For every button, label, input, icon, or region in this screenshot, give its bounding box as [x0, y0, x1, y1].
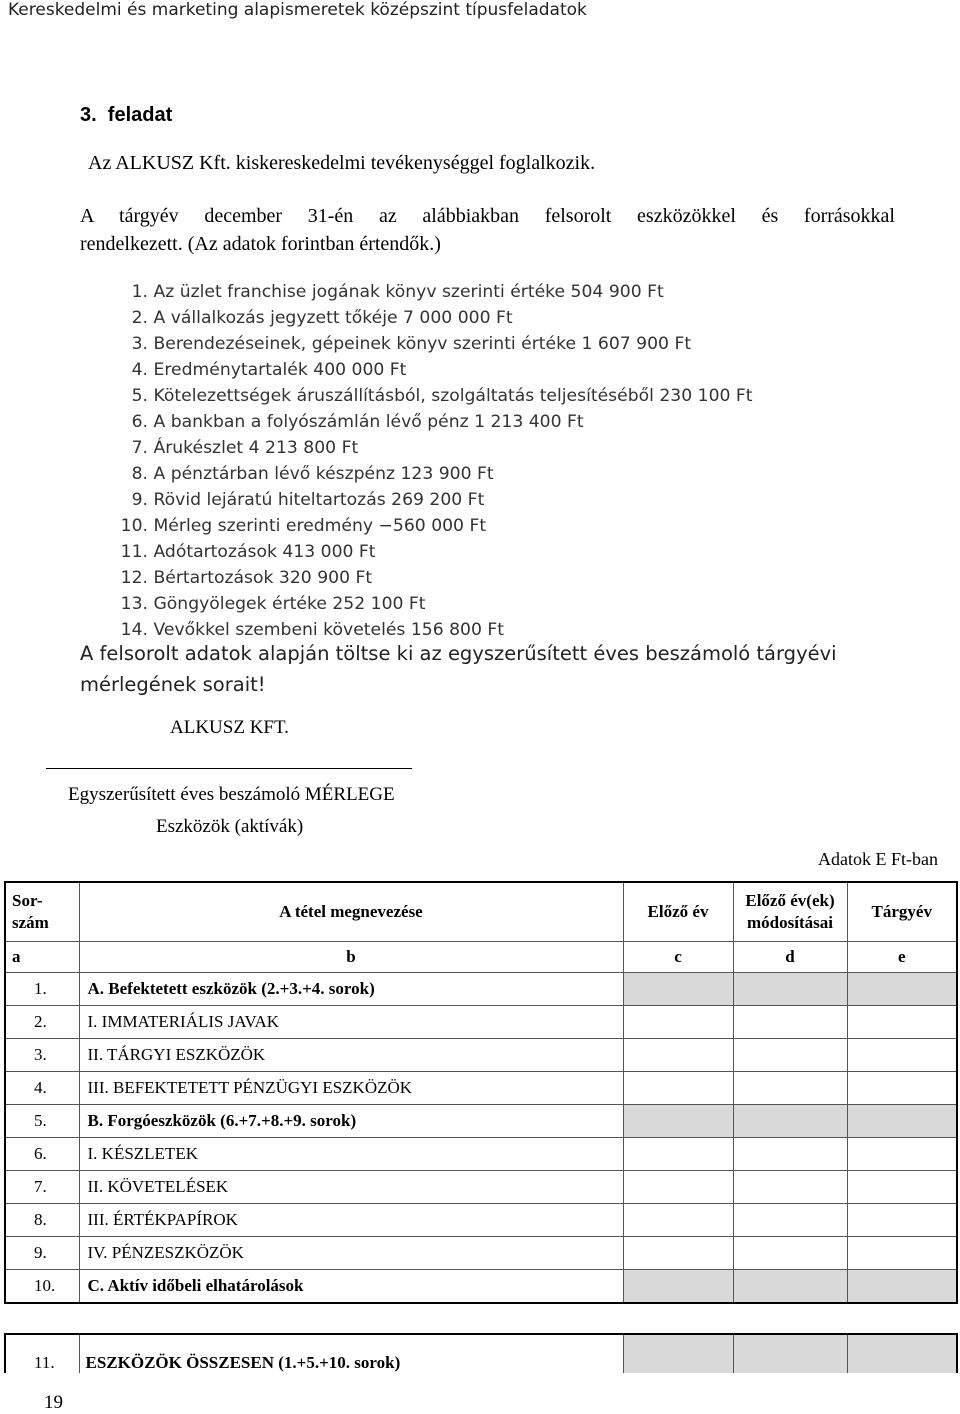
table-row: 8. III. ÉRTÉKPAPÍROK [5, 1204, 957, 1237]
cell-modifications[interactable] [733, 1171, 847, 1204]
cell-modifications[interactable] [733, 1237, 847, 1270]
table-row: 2. I. IMMATERIÁLIS JAVAK [5, 1006, 957, 1039]
cell-previous-year[interactable] [623, 1270, 733, 1304]
cell-current-year[interactable] [847, 1270, 957, 1304]
divider-line [46, 768, 412, 769]
cell-current-year[interactable] [847, 973, 957, 1006]
total-row-label: ESZKÖZÖK ÖSSZESEN (1.+5.+10. sorok) [79, 1334, 623, 1373]
list-item: 5. Kötelezettségek áruszállításból, szolgáltatás teljesítéséből 230 100 Ft [131, 386, 753, 406]
cell-current-year[interactable] [847, 1334, 957, 1373]
list-item: 10. Mérleg szerinti eredmény −560 000 Ft [120, 516, 487, 536]
list-item: 2. A vállalkozás jegyzett tőkéje 7 000 000 Ft [131, 308, 513, 328]
cell-modifications[interactable] [733, 1270, 847, 1304]
cell-modifications[interactable] [733, 1105, 847, 1138]
cell-previous-year[interactable] [623, 1105, 733, 1138]
list-item: 1. Az üzlet franchise jogának könyv szerinti értéke 504 900 Ft [131, 282, 664, 302]
company-name: ALKUSZ KFT. [170, 717, 289, 738]
cell-previous-year[interactable] [623, 1006, 733, 1039]
list-item: 13. Göngyölegek értéke 252 100 Ft [120, 594, 426, 614]
cell-current-year[interactable] [847, 1072, 957, 1105]
intro-line-1: Az ALKUSZ Kft. kiskereskedelmi tevékenységgel foglalkozik. [88, 152, 596, 174]
list-item: 9. Rövid lejáratú hiteltartozás 269 200 Ft [131, 490, 485, 510]
cell-modifications[interactable] [733, 1334, 847, 1373]
asset-source-list [80, 279, 753, 643]
balance-sheet-table [4, 881, 958, 1304]
cell-modifications[interactable] [733, 1006, 847, 1039]
table-row: 7. II. KÖVETELÉSEK [5, 1171, 957, 1204]
cell-previous-year[interactable] [623, 1237, 733, 1270]
task-instruction: A felsorolt adatok alapján töltse ki az egyszerűsített éves beszámoló tárgyévi mérlegének sorait! [80, 642, 837, 696]
task-title: 3. feladat [80, 104, 173, 126]
table-row: 1. A. Befektetett eszközök (2.+3.+4. sorok) [5, 973, 957, 1006]
cell-previous-year[interactable] [623, 1039, 733, 1072]
cell-modifications[interactable] [733, 1138, 847, 1171]
cell-previous-year[interactable] [623, 1334, 733, 1373]
header-sorszam: Sor- szám [5, 882, 79, 942]
cell-previous-year[interactable] [623, 1204, 733, 1237]
balance-sheet-title: Egyszerűsített éves beszámoló MÉRLEGE [68, 784, 395, 805]
column-letter: d [733, 942, 847, 973]
cell-previous-year[interactable] [623, 973, 733, 1006]
column-letter-row [5, 942, 957, 973]
list-item: 14. Vevőkkel szembeni követelés 156 800 Ft [120, 620, 505, 640]
assets-section-title: Eszközök (aktívák) [156, 816, 304, 837]
cell-current-year[interactable] [847, 1039, 957, 1072]
cell-modifications[interactable] [733, 1072, 847, 1105]
table-row: 5. B. Forgóeszközök (6.+7.+8.+9. sorok) [5, 1105, 957, 1138]
cell-modifications[interactable] [733, 1039, 847, 1072]
table-row: 4. III. BEFEKTETETT PÉNZÜGYI ESZKÖZÖK [5, 1072, 957, 1105]
list-item: 6. A bankban a folyószámlán lévő pénz 1 213 400 Ft [131, 412, 584, 432]
total-row-table [4, 1333, 958, 1373]
list-item: 7. Árukészlet 4 213 800 Ft [131, 438, 359, 458]
cell-previous-year[interactable] [623, 1171, 733, 1204]
list-item: 12. Bértartozások 320 900 Ft [120, 568, 373, 588]
page-number: 19 [44, 1392, 63, 1413]
cell-current-year[interactable] [847, 1006, 957, 1039]
cell-previous-year[interactable] [623, 1072, 733, 1105]
column-letter: e [847, 942, 957, 973]
list-item: 11. Adótartozások 413 000 Ft [120, 542, 376, 562]
cell-current-year[interactable] [847, 1237, 957, 1270]
intro-line-2: A tárgyév december 31-én az alábbiakban felsorolt eszközökkel és forrásokkal [80, 205, 895, 227]
table-row: 9. IV. PÉNZESZKÖZÖK [5, 1237, 957, 1270]
table-row: 11. ESZKÖZÖK ÖSSZESEN (1.+5.+10. sorok) [5, 1334, 957, 1373]
intro-line-3: rendelkezett. (Az adatok forintban értendők.) [80, 233, 441, 255]
header-current-year: Tárgyév [847, 882, 957, 942]
header-modifications: Előző év(ek) módosításai [733, 882, 847, 942]
header-item-name: A tétel megnevezése [79, 882, 623, 942]
table-row: 3. II. TÁRGYI ESZKÖZÖK [5, 1039, 957, 1072]
cell-modifications[interactable] [733, 1204, 847, 1237]
unit-note: Adatok E Ft-ban [818, 849, 938, 869]
cell-current-year[interactable] [847, 1138, 957, 1171]
cell-current-year[interactable] [847, 1204, 957, 1237]
list-item: 4. Eredménytartalék 400 000 Ft [131, 360, 407, 380]
cell-modifications[interactable] [733, 973, 847, 1006]
table-header-row [5, 882, 957, 942]
column-letter: a [5, 942, 79, 973]
column-letter: c [623, 942, 733, 973]
cell-current-year[interactable] [847, 1171, 957, 1204]
column-letter: b [79, 942, 623, 973]
list-item: 3. Berendezéseinek, gépeinek könyv szerinti értéke 1 607 900 Ft [131, 334, 692, 354]
cell-previous-year[interactable] [623, 1138, 733, 1171]
document-header: Kereskedelmi és marketing alapismeretek középszint típusfeladatok [8, 0, 587, 20]
list-item: 8. A pénztárban lévő készpénz 123 900 Ft [131, 464, 494, 484]
table-row: 10. C. Aktív időbeli elhatárolások [5, 1270, 957, 1304]
table-row: 6. I. KÉSZLETEK [5, 1138, 957, 1171]
cell-current-year[interactable] [847, 1105, 957, 1138]
header-previous-year: Előző év [623, 882, 733, 942]
